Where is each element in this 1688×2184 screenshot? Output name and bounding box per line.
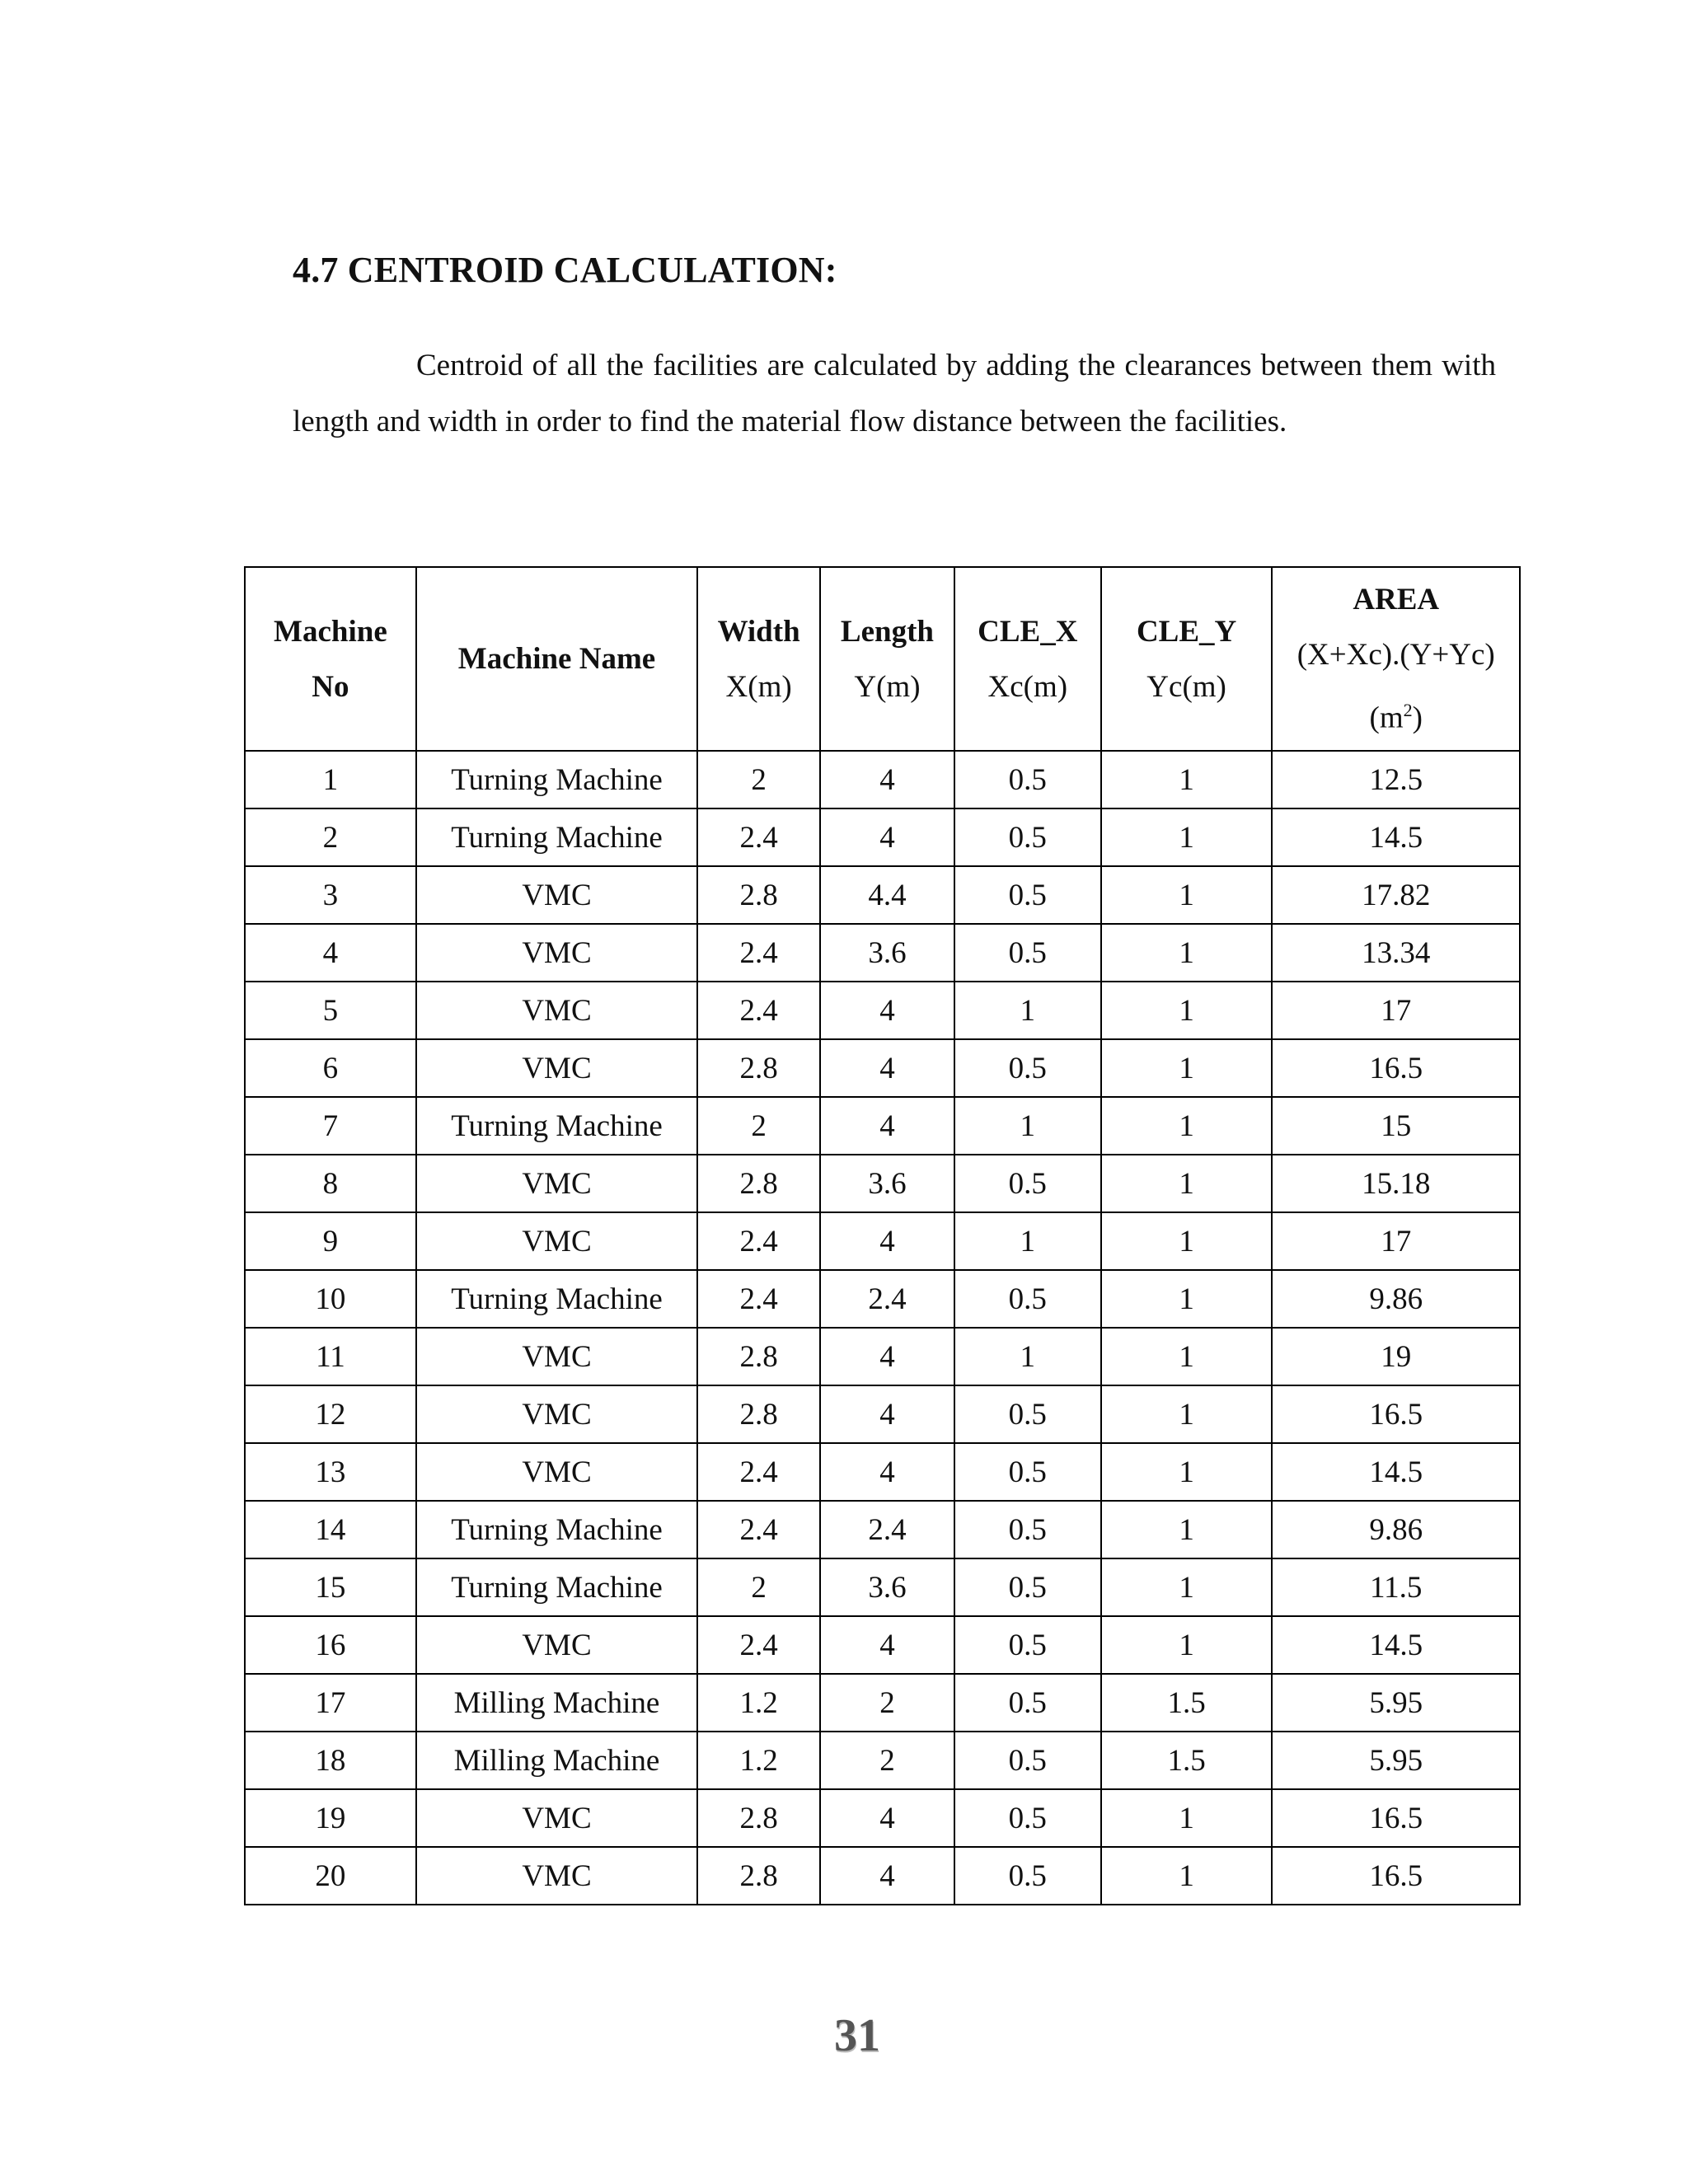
cell-length: 4.4 — [820, 866, 954, 924]
table-row — [245, 1155, 1520, 1212]
cell-area: 16.5 — [1272, 1789, 1520, 1847]
header-area: AREA (X+Xc).(Y+Yc) $(m^2)$ — [1272, 567, 1520, 751]
cell-area: 14.5 — [1272, 1443, 1520, 1501]
cell-cle-x: 0.5 — [954, 1270, 1101, 1328]
cell-cle-x: 0.5 — [954, 1847, 1101, 1905]
cell-machine-name: Turning Machine — [416, 751, 697, 808]
section-heading: 4.7 CENTROID CALCULATION: — [293, 250, 837, 290]
table-body — [245, 751, 1520, 1905]
cell-area: 16.5 — [1272, 1385, 1520, 1443]
header-cle-x: CLE_X Xc(m) — [954, 567, 1101, 751]
cell-cle-y: 1 — [1101, 808, 1273, 866]
cell-width: 2.8 — [697, 1847, 820, 1905]
cell-cle-y: 1 — [1101, 1212, 1273, 1270]
cell-cle-x: 0.5 — [954, 1385, 1101, 1443]
cell-length: 4 — [820, 1616, 954, 1674]
cell-machine-name: Turning Machine — [416, 1501, 697, 1558]
cell-area: 14.5 — [1272, 1616, 1520, 1674]
page-number: 31 — [834, 2010, 880, 2061]
cell-length: 4 — [820, 1097, 954, 1155]
cell-length: 4 — [820, 1039, 954, 1097]
cell-machine-no: 6 — [245, 1039, 416, 1097]
table-row — [245, 1328, 1520, 1385]
table-row — [245, 1847, 1520, 1905]
cell-cle-x: 0.5 — [954, 1501, 1101, 1558]
cell-machine-name: Milling Machine — [416, 1674, 697, 1732]
cell-cle-x: 0.5 — [954, 866, 1101, 924]
cell-cle-y: 1 — [1101, 982, 1273, 1039]
cell-area: 9.86 — [1272, 1270, 1520, 1328]
table-header-row — [245, 567, 1520, 751]
table-row — [245, 1385, 1520, 1443]
cell-width: 2 — [697, 1097, 820, 1155]
cell-cle-y: 1.5 — [1101, 1732, 1273, 1789]
cell-length: 3.6 — [820, 1558, 954, 1616]
cell-machine-name: VMC — [416, 1212, 697, 1270]
cell-cle-y: 1 — [1101, 1385, 1273, 1443]
table-row — [245, 982, 1520, 1039]
cell-cle-y: 1 — [1101, 1789, 1273, 1847]
cell-cle-y: 1 — [1101, 866, 1273, 924]
cell-machine-no: 10 — [245, 1270, 416, 1328]
cell-machine-no: 3 — [245, 866, 416, 924]
table-row — [245, 1674, 1520, 1732]
cell-cle-x: 0.5 — [954, 1789, 1101, 1847]
header-machine-no: Machine No — [245, 567, 416, 751]
cell-cle-x: 1 — [954, 1097, 1101, 1155]
cell-machine-no: 14 — [245, 1501, 416, 1558]
cell-machine-name: Milling Machine — [416, 1732, 697, 1789]
cell-cle-y: 1 — [1101, 1039, 1273, 1097]
table-row — [245, 1558, 1520, 1616]
cell-machine-name: VMC — [416, 866, 697, 924]
cell-length: 2.4 — [820, 1270, 954, 1328]
cell-cle-x: 0.5 — [954, 924, 1101, 982]
cell-length: 3.6 — [820, 1155, 954, 1212]
cell-area: 15.18 — [1272, 1155, 1520, 1212]
header-width: Width X(m) — [697, 567, 820, 751]
cell-width: 2.8 — [697, 866, 820, 924]
cell-area: 17 — [1272, 982, 1520, 1039]
cell-cle-x: 0.5 — [954, 1732, 1101, 1789]
cell-machine-name: VMC — [416, 1385, 697, 1443]
cell-machine-name: Turning Machine — [416, 808, 697, 866]
cell-cle-x: 1 — [954, 1212, 1101, 1270]
cell-area: 9.86 — [1272, 1501, 1520, 1558]
cell-length: 4 — [820, 1385, 954, 1443]
table-row — [245, 1443, 1520, 1501]
cell-cle-x: 0.5 — [954, 1674, 1101, 1732]
cell-area: 5.95 — [1272, 1674, 1520, 1732]
cell-cle-x: 1 — [954, 1328, 1101, 1385]
table-row — [245, 924, 1520, 982]
cell-length: 2 — [820, 1674, 954, 1732]
cell-area: 19 — [1272, 1328, 1520, 1385]
cell-width: 2.4 — [697, 1501, 820, 1558]
cell-machine-no: 20 — [245, 1847, 416, 1905]
cell-length: 4 — [820, 1789, 954, 1847]
table-row — [245, 1616, 1520, 1674]
cell-machine-no: 9 — [245, 1212, 416, 1270]
cell-width: 2.8 — [697, 1385, 820, 1443]
cell-cle-x: 0.5 — [954, 1616, 1101, 1674]
cell-area: 14.5 — [1272, 808, 1520, 866]
cell-length: 4 — [820, 1328, 954, 1385]
cell-cle-y: 1 — [1101, 1443, 1273, 1501]
cell-area: 12.5 — [1272, 751, 1520, 808]
cell-width: 1.2 — [697, 1674, 820, 1732]
cell-area: 17 — [1272, 1212, 1520, 1270]
intro-paragraph — [293, 338, 1496, 450]
cell-machine-no: 18 — [245, 1732, 416, 1789]
cell-machine-no: 5 — [245, 982, 416, 1039]
cell-cle-y: 1 — [1101, 1270, 1273, 1328]
cell-machine-name: VMC — [416, 1328, 697, 1385]
cell-cle-x: 1 — [954, 982, 1101, 1039]
cell-machine-no: 19 — [245, 1789, 416, 1847]
cell-cle-x: 0.5 — [954, 1443, 1101, 1501]
cell-machine-name: VMC — [416, 1616, 697, 1674]
cell-width: 2.8 — [697, 1328, 820, 1385]
centroid-table — [244, 566, 1521, 1905]
cell-length: 2 — [820, 1732, 954, 1789]
cell-machine-no: 16 — [245, 1616, 416, 1674]
cell-cle-y: 1 — [1101, 1097, 1273, 1155]
table-row — [245, 1039, 1520, 1097]
cell-area: 17.82 — [1272, 866, 1520, 924]
cell-width: 2.8 — [697, 1789, 820, 1847]
table-row — [245, 808, 1520, 866]
cell-area: 13.34 — [1272, 924, 1520, 982]
header-cle-y: CLE_Y Yc(m) — [1101, 567, 1273, 751]
cell-machine-name: Turning Machine — [416, 1558, 697, 1616]
cell-machine-no: 2 — [245, 808, 416, 866]
cell-width: 2.4 — [697, 808, 820, 866]
table-row — [245, 1212, 1520, 1270]
cell-cle-x: 0.5 — [954, 1155, 1101, 1212]
table-row — [245, 866, 1520, 924]
cell-machine-name: VMC — [416, 1155, 697, 1212]
cell-machine-name: VMC — [416, 1443, 697, 1501]
header-length: Length Y(m) — [820, 567, 954, 751]
cell-length: 4 — [820, 808, 954, 866]
cell-machine-no: 12 — [245, 1385, 416, 1443]
cell-cle-y: 1 — [1101, 1558, 1273, 1616]
cell-machine-name: Turning Machine — [416, 1097, 697, 1155]
cell-machine-no: 17 — [245, 1674, 416, 1732]
cell-width: 2.4 — [697, 982, 820, 1039]
cell-machine-name: VMC — [416, 1789, 697, 1847]
cell-machine-no: 11 — [245, 1328, 416, 1385]
cell-machine-no: 8 — [245, 1155, 416, 1212]
cell-machine-no: 13 — [245, 1443, 416, 1501]
cell-machine-no: 7 — [245, 1097, 416, 1155]
cell-area: 15 — [1272, 1097, 1520, 1155]
table-row — [245, 1501, 1520, 1558]
cell-area: 11.5 — [1272, 1558, 1520, 1616]
cell-machine-name: VMC — [416, 982, 697, 1039]
cell-cle-y: 1 — [1101, 1847, 1273, 1905]
cell-cle-y: 1 — [1101, 751, 1273, 808]
cell-machine-no: 4 — [245, 924, 416, 982]
cell-length: 4 — [820, 1847, 954, 1905]
cell-width: 2 — [697, 751, 820, 808]
cell-length: 4 — [820, 982, 954, 1039]
cell-cle-x: 0.5 — [954, 808, 1101, 866]
cell-cle-y: 1 — [1101, 1616, 1273, 1674]
cell-area: 5.95 — [1272, 1732, 1520, 1789]
cell-machine-name: Turning Machine — [416, 1270, 697, 1328]
cell-cle-x: 0.5 — [954, 1039, 1101, 1097]
cell-cle-y: 1 — [1101, 1155, 1273, 1212]
cell-length: 4 — [820, 1443, 954, 1501]
intro-paragraph-text: Centroid of all the facilities are calculated by adding the clearances between them with length and width in order to find the material flow distance between the facilities. — [293, 349, 1496, 438]
cell-machine-name: VMC — [416, 1039, 697, 1097]
cell-length: 4 — [820, 751, 954, 808]
table-row — [245, 751, 1520, 808]
table-row — [245, 1789, 1520, 1847]
cell-machine-no: 15 — [245, 1558, 416, 1616]
cell-width: 2.8 — [697, 1039, 820, 1097]
table-row — [245, 1732, 1520, 1789]
cell-cle-y: 1 — [1101, 924, 1273, 982]
cell-cle-y: 1 — [1101, 1501, 1273, 1558]
cell-machine-no: 1 — [245, 751, 416, 808]
cell-area: 16.5 — [1272, 1847, 1520, 1905]
cell-cle-y: 1 — [1101, 1328, 1273, 1385]
cell-length: 4 — [820, 1212, 954, 1270]
cell-width: 2.4 — [697, 924, 820, 982]
cell-cle-y: 1.5 — [1101, 1674, 1273, 1732]
cell-area: 16.5 — [1272, 1039, 1520, 1097]
cell-cle-x: 0.5 — [954, 1558, 1101, 1616]
table-row — [245, 1097, 1520, 1155]
header-machine-name: Machine Name — [416, 567, 697, 751]
cell-machine-name: VMC — [416, 924, 697, 982]
cell-width: 2.4 — [697, 1270, 820, 1328]
cell-machine-name: VMC — [416, 1847, 697, 1905]
cell-cle-x: 0.5 — [954, 751, 1101, 808]
cell-width: 1.2 — [697, 1732, 820, 1789]
cell-width: 2.4 — [697, 1616, 820, 1674]
cell-width: 2 — [697, 1558, 820, 1616]
table-row — [245, 1270, 1520, 1328]
cell-width: 2.8 — [697, 1155, 820, 1212]
cell-width: 2.4 — [697, 1443, 820, 1501]
cell-length: 2.4 — [820, 1501, 954, 1558]
cell-width: 2.4 — [697, 1212, 820, 1270]
cell-length: 3.6 — [820, 924, 954, 982]
